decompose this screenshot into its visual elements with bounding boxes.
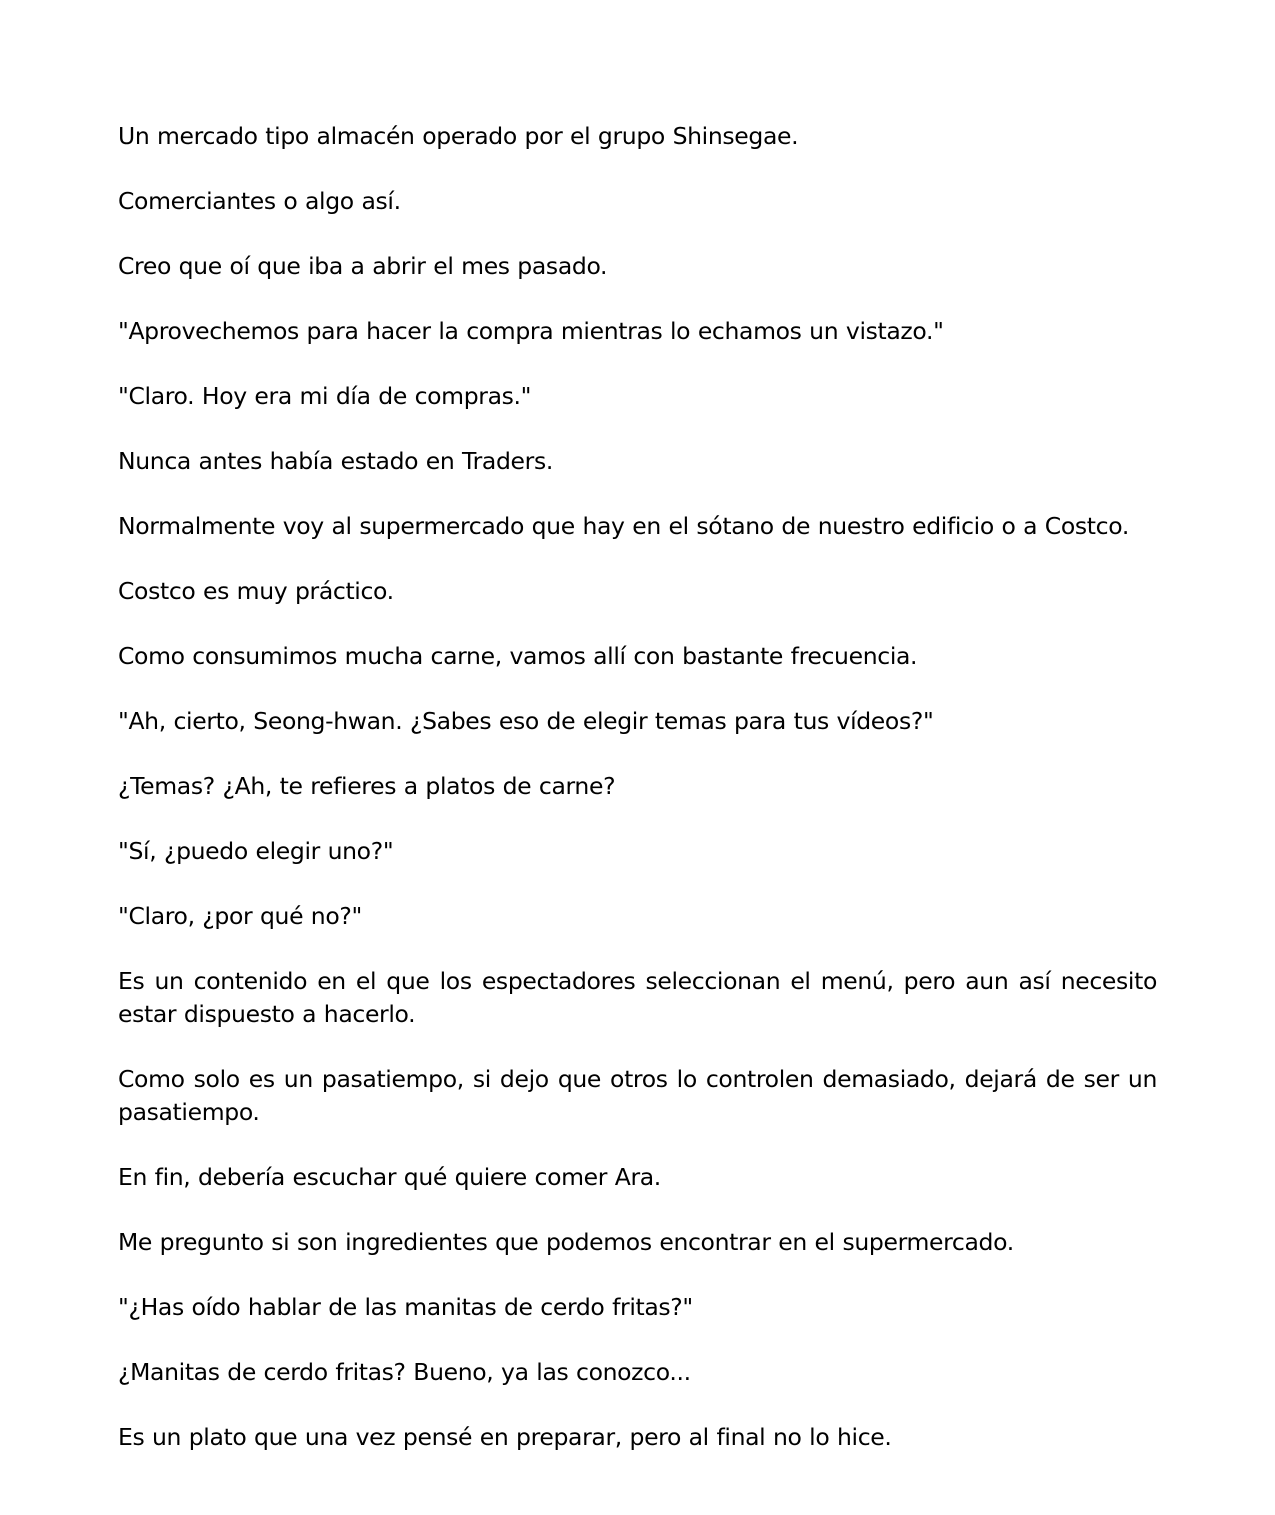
paragraph: "Claro, ¿por qué no?" [118,902,362,930]
paragraph: En fin, debería escuchar qué quiere comer Ara. [118,1163,661,1191]
document-body [118,120,1157,1486]
paragraph: "¿Has oído hablar de las manitas de cerdo fritas?" [118,1293,693,1321]
paragraph: Costco es muy práctico. [118,577,394,605]
paragraph: Normalmente voy al supermercado que hay en el sótano de nuestro edificio o a Costco. [118,512,1129,540]
paragraph: Nunca antes había estado en Traders. [118,447,553,475]
paragraph: Creo que oí que iba a abrir el mes pasado. [118,252,608,280]
paragraph: Es un contenido en el que los espectadores seleccionan el menú, pero aun así necesito estar dispuesto a hacerlo. [118,967,1157,1028]
paragraph: Es un plato que una vez pensé en preparar, pero al final no lo hice. [118,1423,892,1451]
paragraph: Comerciantes o algo así. [118,187,401,215]
paragraph: Un mercado tipo almacén operado por el grupo Shinsegae. [118,122,799,150]
paragraph: "Ah, cierto, Seong-hwan. ¿Sabes eso de elegir temas para tus vídeos?" [118,707,934,735]
paragraph: Como solo es un pasatiempo, si dejo que otros lo controlen demasiado, dejará de ser un pasatiempo. [118,1065,1157,1126]
paragraph: Como consumimos mucha carne, vamos allí con bastante frecuencia. [118,642,918,670]
paragraph: Me pregunto si son ingredientes que podemos encontrar en el supermercado. [118,1228,1014,1256]
paragraph: ¿Manitas de cerdo fritas? Bueno, ya las conozco... [118,1358,691,1386]
paragraph: ¿Temas? ¿Ah, te refieres a platos de carne? [118,772,616,800]
paragraph: "Aprovechemos para hacer la compra mientras lo echamos un vistazo." [118,317,944,345]
paragraph: "Claro. Hoy era mi día de compras." [118,382,532,410]
paragraph: "Sí, ¿puedo elegir uno?" [118,837,394,865]
